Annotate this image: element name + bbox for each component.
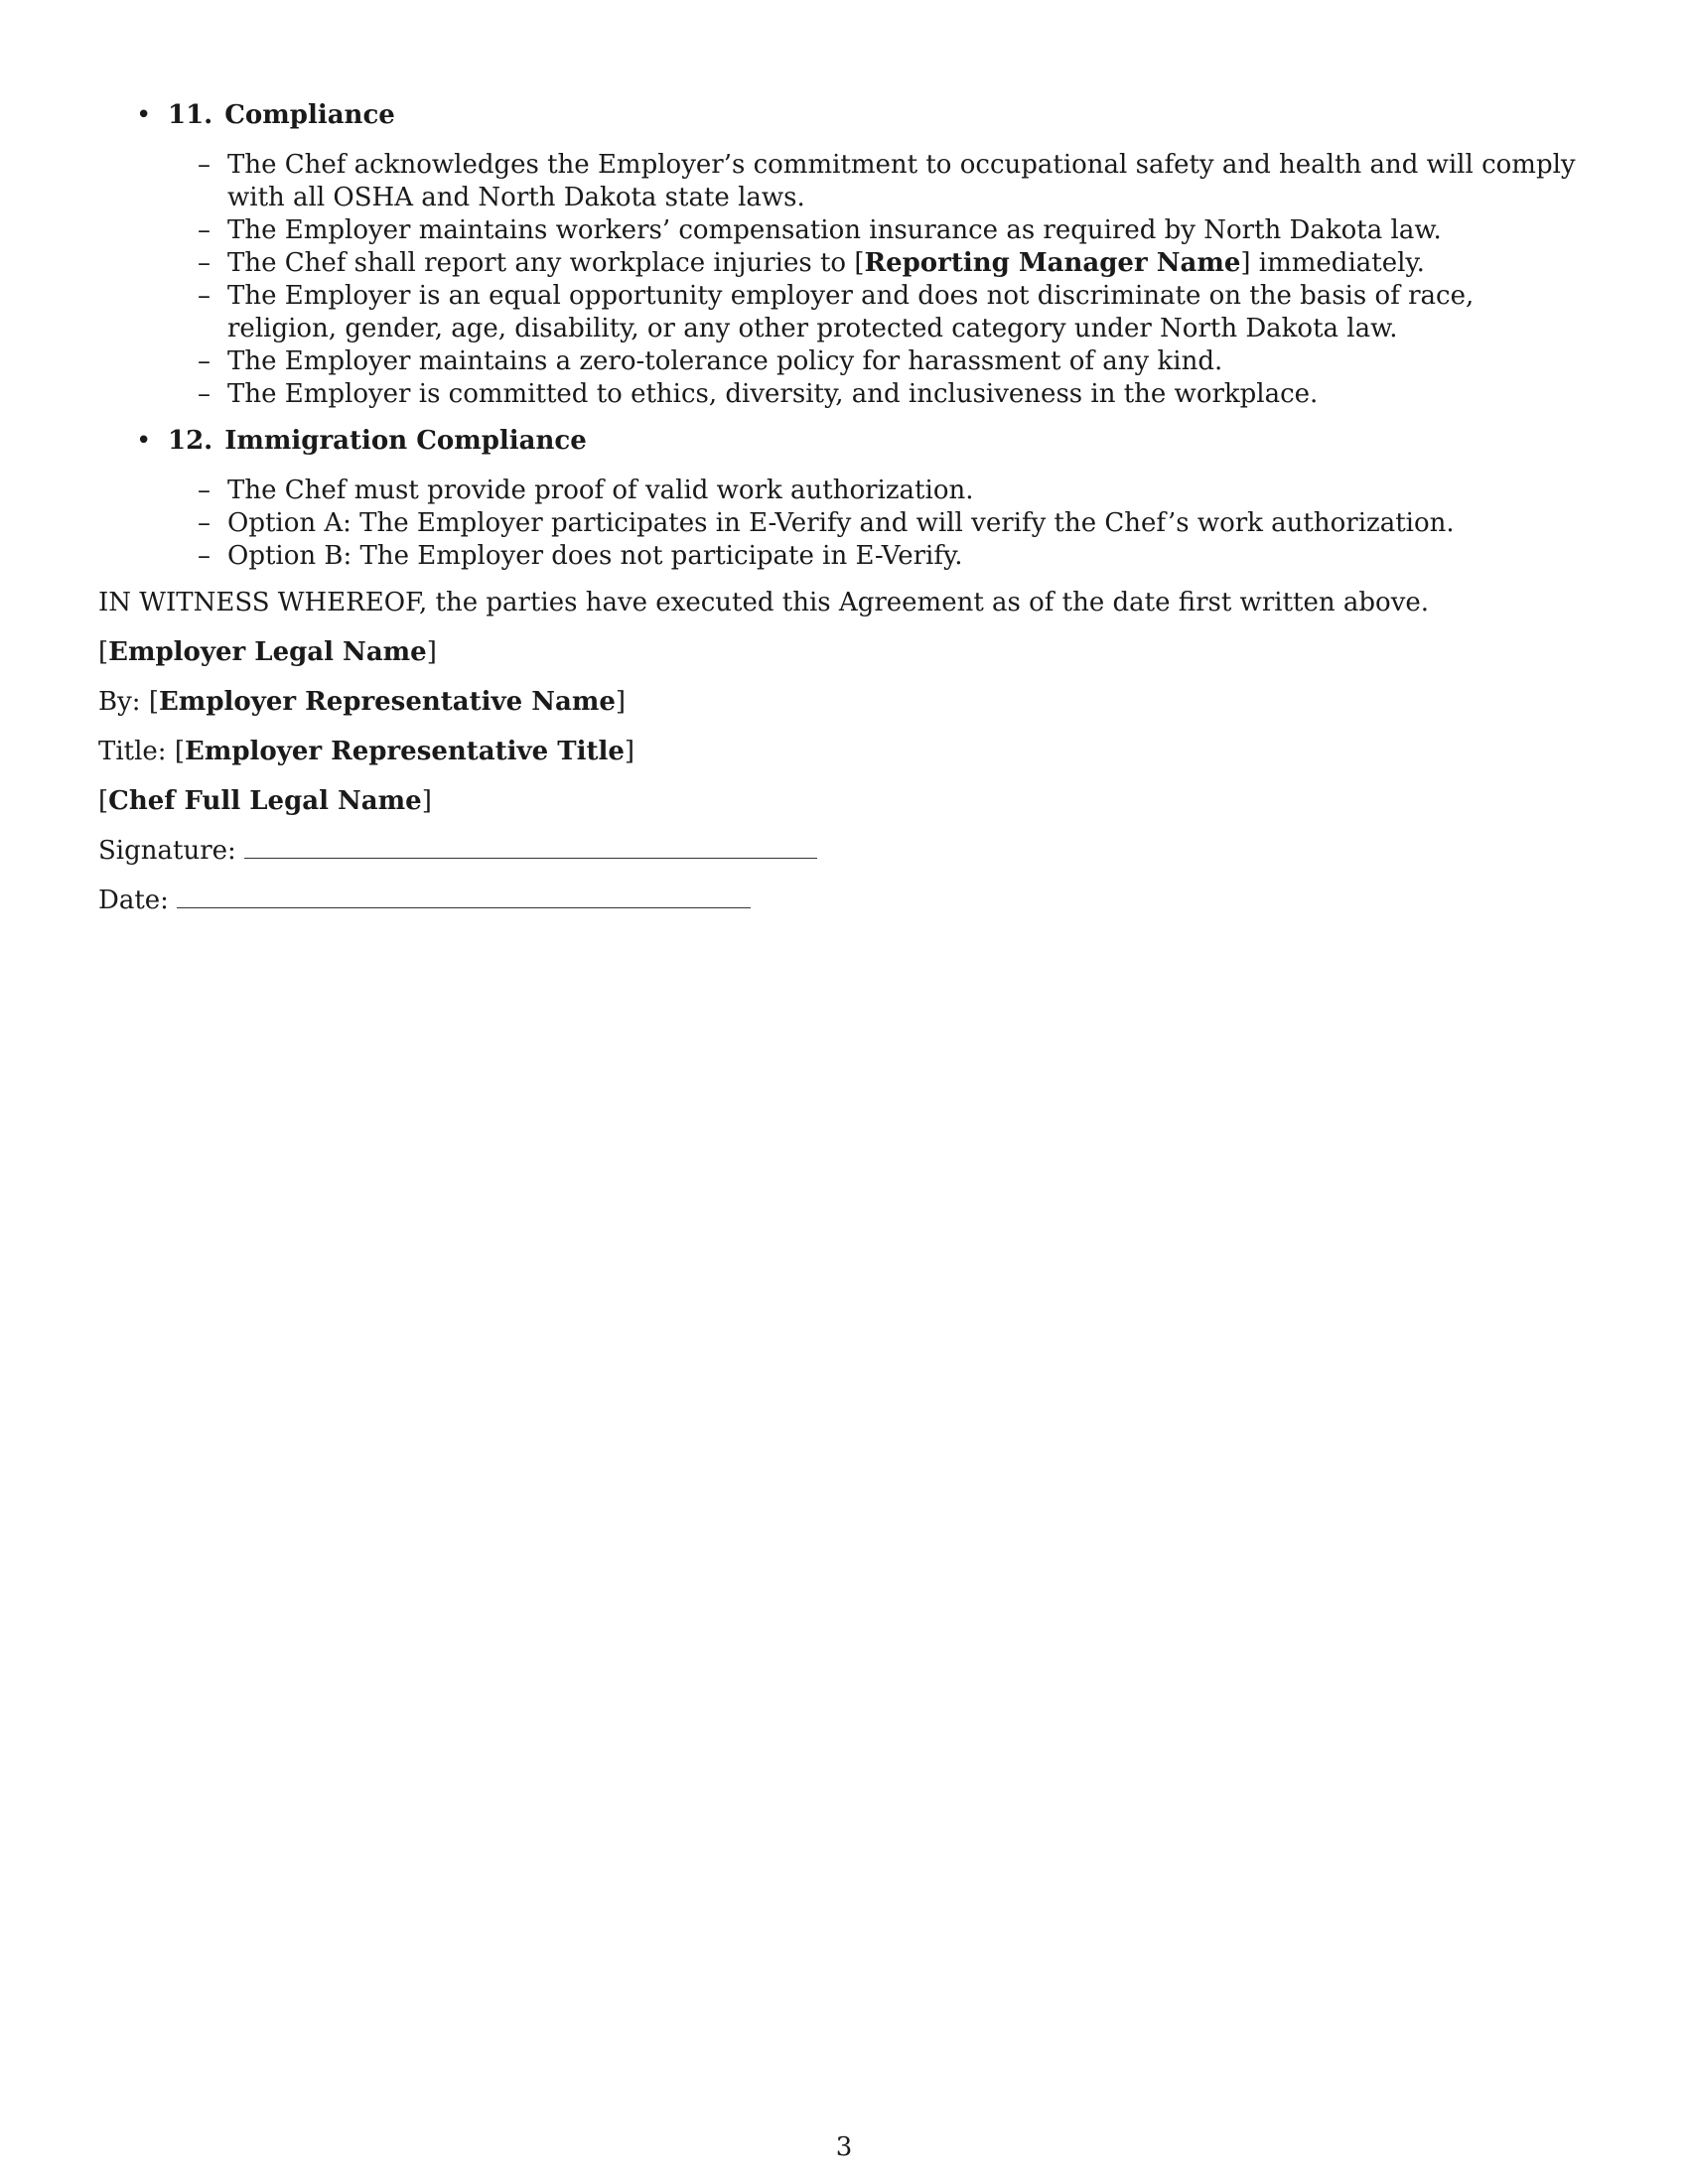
list-item-text: The Employer maintains a zero-tolerance policy for harassment of any kind. xyxy=(227,346,1223,376)
list-item xyxy=(98,280,1588,345)
section-title: Compliance xyxy=(224,100,395,130)
list-item-text: The Chef shall report any workplace injuries to [ xyxy=(227,248,865,278)
dash-icon: – xyxy=(198,541,211,571)
dash-icon: – xyxy=(198,215,211,245)
dash-icon: – xyxy=(198,281,211,311)
list-item-text: The Chef acknowledges the Employer’s commitment to occupational safety and health and will comply with all OSHA and North Dakota state laws. xyxy=(227,150,1576,212)
list-item-text: The Employer is committed to ethics, diversity, and inclusiveness in the workplace. xyxy=(227,379,1319,409)
employer-legal-name: Employer Legal Name xyxy=(108,637,427,667)
bullet-icon: • xyxy=(136,426,152,456)
section-heading xyxy=(98,425,1588,458)
page-number: 3 xyxy=(835,2132,853,2162)
section-item-list xyxy=(98,149,1588,411)
dash-icon: – xyxy=(198,346,211,376)
signature-blank[interactable] xyxy=(244,836,817,859)
date-label: Date: xyxy=(98,886,169,915)
list-item xyxy=(98,540,1588,573)
by-line: By: [Employer Representative Name] xyxy=(98,687,627,717)
section-number: 11. xyxy=(168,100,213,130)
employer-name-line: [Employer Legal Name] xyxy=(98,637,437,667)
section-immigration-compliance xyxy=(98,425,1588,573)
list-item xyxy=(98,345,1588,378)
list-item-text: The Employer is an equal opportunity employer and does not discriminate on the basis of race, religion, gender, age, disability, or any other protected category under North Dakota law. xyxy=(227,281,1475,343)
employer-representative-title: Employer Representative Title xyxy=(185,737,625,766)
dash-icon: – xyxy=(198,248,211,278)
section-number: 12. xyxy=(168,426,213,456)
list-item xyxy=(98,214,1588,247)
document-content xyxy=(98,99,1588,934)
placeholder-reporting-manager: Reporting Manager Name xyxy=(864,248,1241,278)
date-blank[interactable] xyxy=(177,886,751,908)
section-title: Immigration Compliance xyxy=(224,426,587,456)
list-item-text: ] immediately. xyxy=(1240,248,1425,278)
section-compliance xyxy=(98,99,1588,411)
list-item-text: The Chef must provide proof of valid work authorization. xyxy=(227,476,974,505)
list-item xyxy=(98,378,1588,411)
date-line xyxy=(98,885,1588,917)
signature-label: Signature: xyxy=(98,836,236,866)
title-line: Title: [Employer Representative Title] xyxy=(98,737,635,766)
section-item-list xyxy=(98,475,1588,573)
dash-icon: – xyxy=(198,508,211,538)
list-item-text: Option A: The Employer participates in E-Verify and will verify the Chef’s work authorization. xyxy=(227,508,1455,538)
list-item-text: The Employer maintains workers’ compensation insurance as required by North Dakota law. xyxy=(227,215,1442,245)
witness-clause: IN WITNESS WHEREOF, the parties have executed this Agreement as of the date first written above. xyxy=(98,588,1430,617)
bullet-icon: • xyxy=(136,100,152,130)
employer-representative-name: Employer Representative Name xyxy=(158,687,616,717)
list-item xyxy=(98,149,1588,214)
signature-line xyxy=(98,835,1588,868)
title-label: Title: xyxy=(98,737,167,766)
chef-name-line: [Chef Full Legal Name] xyxy=(98,786,432,816)
dash-icon: – xyxy=(198,476,211,505)
list-item xyxy=(98,507,1588,540)
dash-icon: – xyxy=(198,150,211,180)
section-heading xyxy=(98,99,1588,132)
list-item-text: Option B: The Employer does not participate in E-Verify. xyxy=(227,541,963,571)
list-item xyxy=(98,247,1588,280)
dash-icon: – xyxy=(198,379,211,409)
by-label: By: xyxy=(98,687,141,717)
list-item xyxy=(98,475,1588,507)
chef-full-legal-name: Chef Full Legal Name xyxy=(108,786,422,816)
